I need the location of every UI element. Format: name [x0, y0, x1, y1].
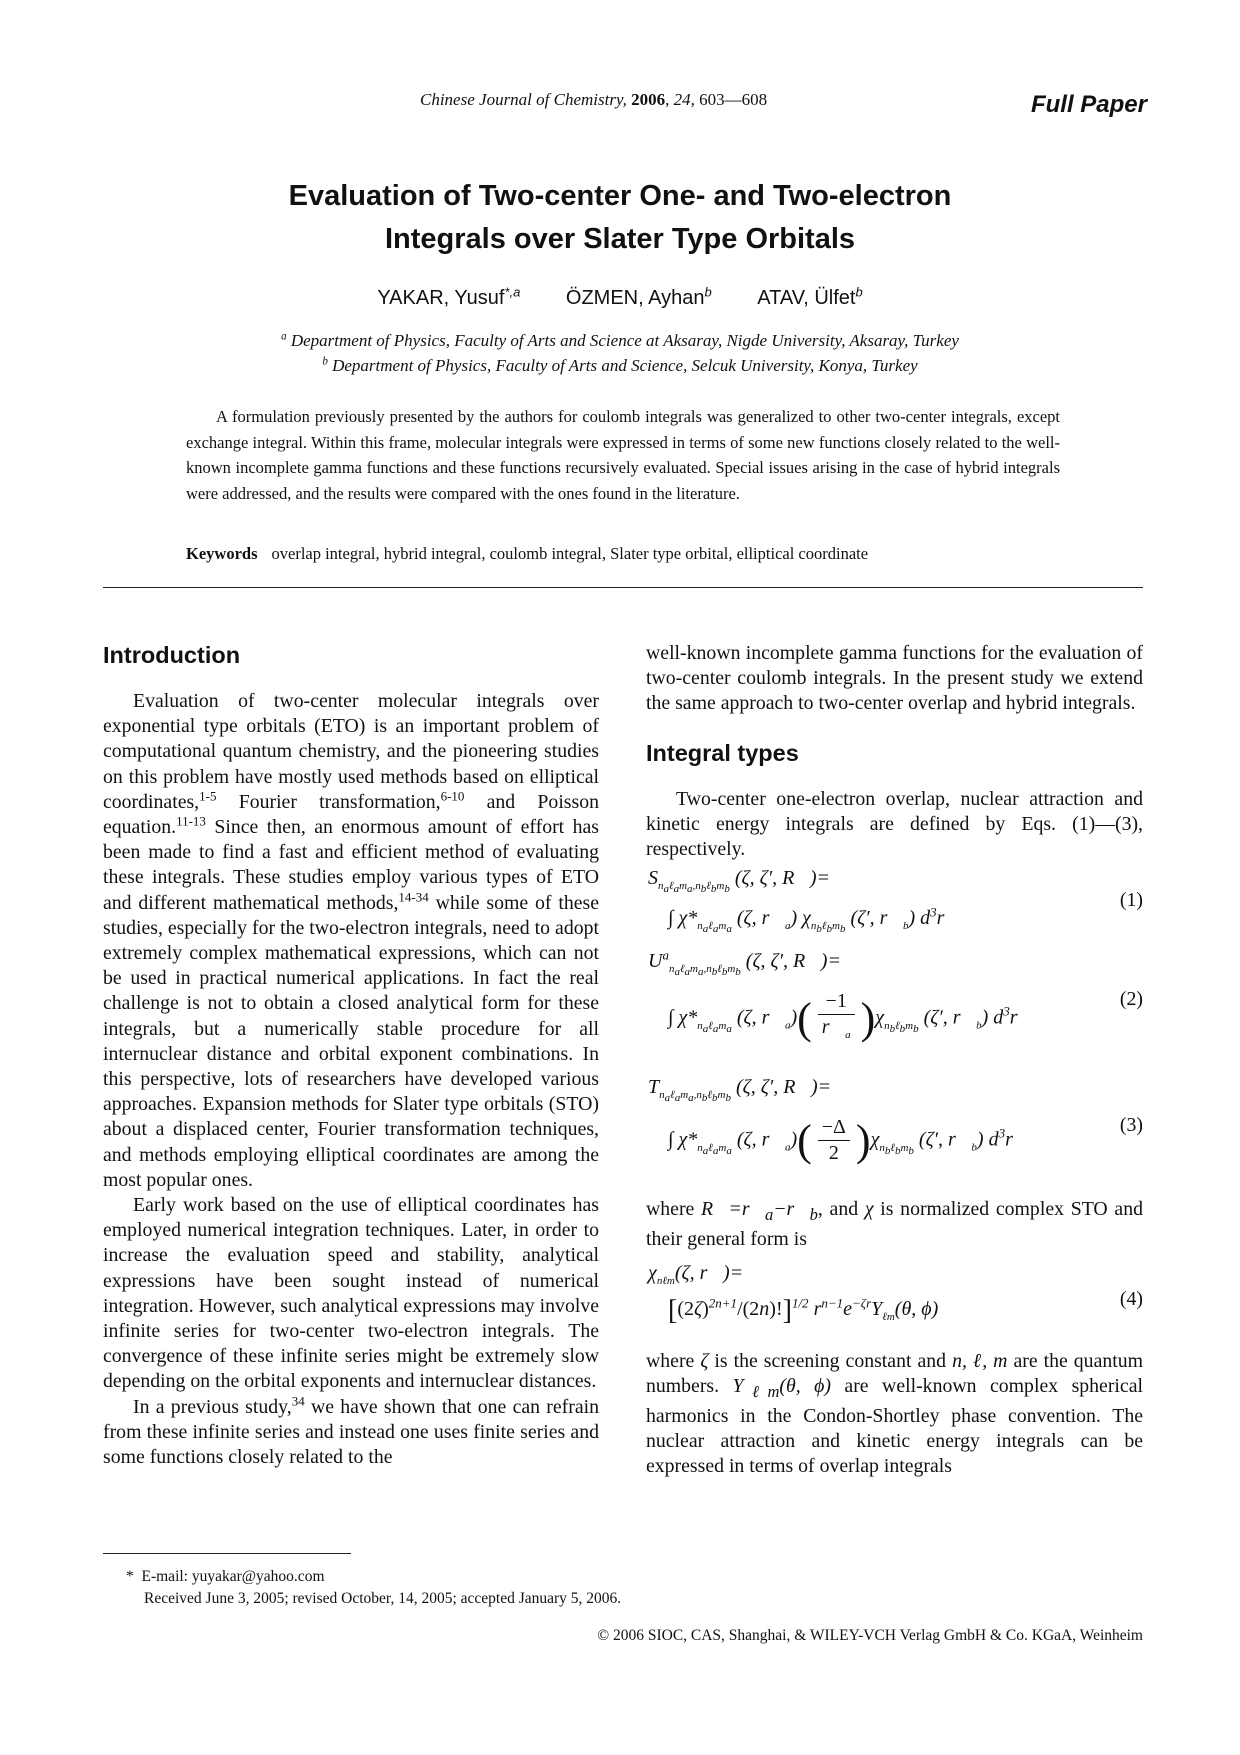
section-divider [103, 587, 1143, 588]
paragraph: In a previous study,$^{34}$ we have shown that one can refrain from these infinite series and instead one uses finite series and some functions closely related to the [103, 1393, 599, 1469]
left-column [103, 641, 599, 1470]
reference: 34 [291, 1393, 305, 1409]
paragraph: Early work based on the use of elliptical coordinates has employed numerical integration techniques. Later, in order to increase the evaluation speed and stability, analytical expressions have been sought instead of numerical integration. However, such analytical expressions may involve infinite series for two-center two-electron integrals. The convergence of these infinite series might be extremely slow depending on the orbital exponents and internuclear distances. [103, 1194, 599, 1393]
equation-3: $T_{n_a\ell_am_a,n_b\ell_bm_b}$ (ζ, ζ′, R⃗)= ∫ $\chi*_{n_a\ell_am_a}$ (ζ, $r⃗_a$)( $\frac{-\Delta}{2}$ )$\chi_{n_b\ell_bm_b}$ (ζ′, $r⃗_b$) $d^3r$ (3) [648, 1076, 1143, 1166]
footnote-divider [103, 1553, 351, 1554]
paragraph: well-known incomplete gamma functions for the evaluation of two-center coulomb integrals. In the present study we extend the same approach to two-center overlap and hybrid integrals. [646, 642, 1143, 715]
title-line-2: Integrals over Slater Type Orbitals [384, 223, 856, 255]
reference: 14-34 [398, 889, 429, 905]
equation-4: $\chi_{n\ell m}(\zeta$, r⃗)= $[(2\zeta)^{2n+1}/(2n)!]^{1/2}$ $r^{n-1}e^{-\zeta r}Y_{\ell m}(\theta$, ϕ) (4) [648, 1261, 1143, 1326]
equation-number: (3) [1119, 1114, 1143, 1137]
title-line-1: Evaluation of Two-center One- and Two-electron [288, 180, 952, 212]
equation-number: (2) [1119, 988, 1143, 1011]
equation-2: $U^a_{n_a\ell_am_a,n_b\ell_bm_b}$ (ζ, ζ′, R⃗)= ∫ $\chi*_{n_a\ell_am_a}$ (ζ, $r⃗_a$)( $\frac{-1}{r⃗_a}$ )$\chi_{n_b\ell_bm_b}$ (ζ′, $r⃗_b$) $d^3r$ (2) [648, 947, 1143, 1044]
journal-name: Chinese Journal of Chemistry, [420, 90, 627, 109]
author-list [0, 284, 1240, 310]
right-column [646, 641, 1143, 1480]
reference: 6-10 [440, 788, 465, 804]
equation-1: $S_{n_a\ell_am_a,n_b\ell_bm_b}$ (ζ, ζ′, R⃗)= ∫ $\chi*_{n_a\ell_am_a}$ (ζ, $r⃗_a$) $\chi_{n_b\ell_bm_b}$ (ζ′, $r⃗_b$) $d^3r$ (1) [648, 867, 1143, 936]
footnote: * E-mail: yuyakar@yahoo.com Received June 3, 2005; revised October, 14, 2005; accepted January 5, 2006. [126, 1566, 621, 1610]
paper-title [0, 175, 1240, 261]
journal-volume: 24, [673, 90, 695, 109]
journal-pages: 603—608 [699, 90, 768, 109]
article-type: Full Paper [1030, 91, 1147, 118]
affiliation: $^b$ Department of Physics, Faculty of Arts and Science, Selcuk University, Konya, Turkey [322, 355, 918, 375]
paragraph: Two-center one-electron overlap, nuclear attraction and kinetic energy integrals are defined by Eqs. (1)—(3), respectively. [646, 787, 1143, 861]
reference: 11-13 [176, 813, 206, 829]
affiliations [0, 328, 1240, 378]
corresponding-email: E-mail: yuyakar@yahoo.com [141, 1568, 325, 1585]
affiliation: $^a$ Department of Physics, Faculty of Arts and Science at Aksaray, Nigde University, Aksaray, Turkey [281, 330, 959, 350]
section-heading-introduction: Introduction [103, 642, 241, 668]
copyright: © 2006 SIOC, CAS, Shanghai, & WILEY-VCH Verlag GmbH & Co. KGaA, Weinheim [597, 1627, 1143, 1644]
author: ATAV, Ülfet$^b$ [757, 284, 863, 309]
keywords-text: overlap integral, hybrid integral, coulomb integral, Slater type orbital, elliptical coordinate [271, 544, 869, 563]
paragraph: Evaluation of two-center molecular integrals over exponential type orbitals (ETO) is an important problem of computational quantum chemistry, and the pioneering studies on this problem have mostly used methods based on elliptical coordinates,$^{1-5}$ Fourier transformation,$^{6-10}$ and Poisson equation.$^{11-13}$ Since then, an enormous amount of effort has been made to find a fast and efficient method of evaluating these integrals. These studies employ various types of ETO and different mathematical methods,$^{14-34}$ while some of these studies, especially for the two-electron integrals, need to adopt extremely complex mathematical expressions, which can not be used in practical numerical applications. In fact the real challenge is not to obtain a closed analytical form for these integrals, but a numerically stable procedure for all internuclear distance and orbital exponent combinations. In this perspective, lots of researchers have developed various approaches. Expansion methods for Slater type orbitals (STO) about a displaced center, Fourier transformation techniques, and methods employing elliptical coordinates are among the most popular ones. [103, 690, 599, 1191]
journal-citation: Chinese Journal of Chemistry, 2006, 24, 603—608 [420, 90, 768, 109]
abstract: A formulation previously presented by the authors for coulomb integrals was generalized to other two-center integrals, except exchange integral. Within this frame, molecular integrals were expressed in terms of some new functions closely related to the well-known incomplete gamma functions and these functions recursively evaluated. Special issues arising in the case of hybrid integrals were addressed, and the results were compared with the ones found in the literature. [186, 407, 1060, 503]
paragraph: where $R⃗=r⃗_a-r⃗_b$, and χ is normalized complex STO and their general form is [646, 1198, 1143, 1251]
section-heading-integral-types: Integral types [646, 739, 799, 766]
keywords-label: Keywords [186, 544, 258, 563]
reference: 1-5 [199, 788, 217, 804]
keywords [186, 544, 868, 564]
author: YAKAR, Yusuf$^{*,a}$ [377, 284, 521, 309]
paragraph: where ζ is the screening constant and n, ℓ, m are the quantum numbers. $Y_{\ell m}(\theta$, ϕ) are well-known complex spherical harmonics in the Condon-Shortley phase convention. The nuclear attraction and kinetic energy integrals can be expressed in terms of overlap integrals [646, 1349, 1144, 1478]
journal-year: 2006 [631, 90, 666, 109]
received-dates: Received June 3, 2005; revised October, 14, 2005; accepted January 5, 2006. [144, 1590, 622, 1607]
equation-number: (1) [1119, 889, 1143, 912]
author: ÖZMEN, Ayhan$^b$ [565, 284, 712, 309]
equation-number: (4) [1119, 1287, 1143, 1310]
